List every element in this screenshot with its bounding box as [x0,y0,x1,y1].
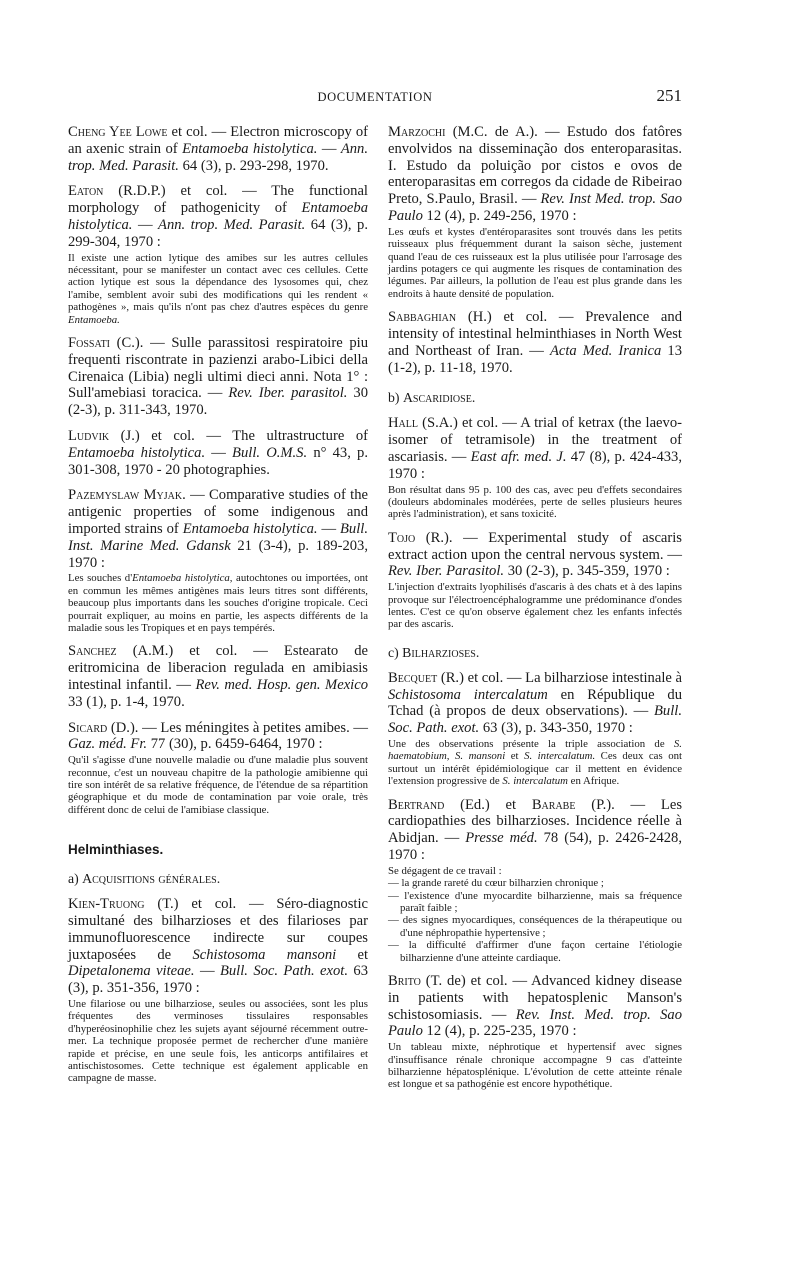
citation-details: 78 (54), p. 2426-2428, 1970 : [388,830,682,864]
reference-entry [68,720,368,817]
abstract: Bon résultat dans 95 p. 100 des cas, avec peu d'effets secondaires (douleurs abdominales modérées, perte de selles plusieurs heures après l'administration), et sans toxicité. [388,483,682,521]
citation-text: (R.). — Experimental study of ascaris extract action upon the central nervous system. — [388,529,682,563]
abstract-text: Les souches d' [68,572,133,585]
citation [388,309,682,376]
subsection-letter: c) [388,644,403,660]
page-number: 251 [656,86,682,105]
abstract-text: Il existe une action lytique des amibes sur les autres cellules nécessitant, pour se manifester un contact avec ces cellules. Cette action lytique est sous la dépendance des lysosomes qui, chez l'amibe, semblent avoir subi des modifications qui les rendent « pathogènes », mais qu'ils n'ont pas chez d'autres espèces du genre [68,251,368,314]
citation-text: (R.) et col. — La bilharziose intestinale à [437,669,682,686]
citation-details: n° 43, p. 301-308, 1970 - 20 photographies. [68,444,368,478]
citation-text: (S.A.) et col. — A trial of ketrax (the laevo-isomer of tetramisole) in the treatment of ascariasis. — [388,415,682,465]
author-name: Barabe [531,796,576,813]
author-name: Ludvik [68,428,110,444]
article-title: Entamoeba histolytica. [182,140,318,157]
author-name: Hall [388,415,418,432]
citation-details: 12 (4), p. 249-256, 1970 : [422,207,577,224]
journal-name: Bull. Soc. Path. exot. [219,963,348,980]
reference-entry [388,973,682,1091]
article-title: Entamoeba histolytica. [182,520,318,537]
journal-name: Rev. Iber. parasitol. [228,385,348,402]
left-column [68,124,368,1094]
citation-details: 63 (3), p. 343-350, 1970 : [479,720,633,737]
citation-details: 30 (2-3), p. 311-343, 1970. [68,385,368,419]
abstract [68,572,368,634]
citation-text: et [336,946,368,963]
abstract-text: autochtones ou importées, ont en commun les mêmes antigènes mais leurs titres sont différents, beaucoup plus importants dans les souches d'origine tropicale. Ceci pourrait expliquer, au moins en partie, les aspects différents de la maladie sous les Tropiques et en pays tempérés. [68,572,368,634]
reference-entry [388,530,682,631]
page-header [68,86,682,108]
author-name: Pazemyslaw Myjak [68,487,183,504]
journal-name: Ann. trop. Med. Parasit. [68,140,368,174]
abstract-italic: S. haematobium, S. mansoni [388,738,682,763]
citation [68,487,368,571]
list-item: — des signes myocardiques, conséquences de la thérapeutique ou d'une néphropathie hypertensive ; [388,914,682,939]
subsection-heading [68,871,368,887]
journal-name: Ann. trop. Med. Parasit. [158,216,306,233]
separator: — [194,963,220,980]
separator: — [317,140,341,157]
abstract-text: en Afrique. [567,775,620,788]
citation-text: (Ed.) et [444,796,532,813]
abstract: Les œufs et kystes d'entéroparasites sont trouvés dans les petits ruisseaux plus fréquemment durant la saison sèche, justement quand l'eau de ces ruisseaux est la plus utilisée pour l'arrosage des jardins potagers ce qui augmente les risques de contamination des légumes. Par ailleurs, la pollution de l'eau est plus grande dans les endroits à haute densité de population. [388,225,682,300]
journal-name: Presse méd. [465,830,538,847]
author-name: Cheng Yee Lowe [68,124,168,140]
citation [388,530,682,580]
journal-name: Rev. Inst. Med. trop. Sao Paulo [388,1006,682,1040]
citation [68,720,368,754]
separator: — [317,520,340,537]
journal-name: Acta Med. Iranica [549,342,662,359]
article-title: Dipetalonema viteae. [68,963,195,980]
separator: — [205,444,233,461]
citation-text: (J.) et col. — The ultrastructure of [109,428,368,444]
reference-entry [68,428,368,478]
abstract: Une filariose ou une bilharziose, seules ou associées, sont les plus fréquentes des verminoses tissulaires responsables d'hyperéosinophilie chez les sujets ayant séjourné récemment outre-mer. La technique proposée permet de rechercher d'une manière rapide et précise, en une seule fois, les anticorps antifilaires et antischistosomes. Cette technique est également applicable en campagne de masse. [68,998,368,1085]
author-name: Sicard [68,719,108,736]
subsection-label: Ascaridiose. [402,390,476,406]
citation [388,415,682,482]
citation [68,428,368,478]
abstract-text: Une des observations présente la triple association de [388,738,674,751]
citation-text: (H.) et col. — Prevalence and intensity of intestinal helminthiases in North West and Northeast of Iran. — [388,309,682,359]
citation [68,183,368,250]
citation [388,797,682,864]
citation-text: et col. — Electron microscopy of an axenic strain of [68,124,368,157]
article-title: Schistosoma mansoni [192,946,337,963]
section-heading: Helminthiases. [68,842,164,858]
author-name: Bertrand [388,796,445,813]
citation-text: (A.M.) et col. — Estearato de eritromicina de liberacion regulada en amibiasis intestinal infantil. — [68,643,368,693]
abstract-text: et [505,750,525,763]
list-item: — l'existence d'une myocardite bilharzienne, mais sa fréquence paraît faible ; [388,889,682,915]
citation-text: (M.C. de A.). — Estudo dos fatôres envolvidos na disseminação dos enteroparasitas. I. Estudo da poluição por cistos e ovos de enteroparasitas em corregos da cidade de Ribeirao Preto, S.Paulo, Brasil. — [388,124,682,208]
journal-name: Rev. Iber. Parasitol. [388,563,505,580]
citation-text: (P.). — Les cardiopathies des bilharzioses. Incidence réelle à Abidjan. — [388,796,682,847]
author-name: Kien-Truong [68,896,145,913]
author-name: Sanchez [68,643,117,660]
citation-text: en République du Tchad (à propos de deux observations). — [388,686,682,720]
journal-name: Rev. Inst Med. trop. Sao Paulo [388,191,682,224]
citation-text: (R.D.P.) et col. — The functional morphology of pathogenicity of [68,183,368,217]
journal-name: East afr. med. J. [470,449,567,465]
abstract: Un tableau mixte, néphrotique et hypertensif avec signes d'insuffisance rénale chronique accompagne 9 cas d'atteinte bilharzienne hépatosplénique. L'évolution de cette atteinte rénale est longue et sa pathogénie est encore hypothétique. [388,1041,682,1091]
abstract-list [388,877,682,964]
reference-entry [68,643,368,710]
reference-entry [68,896,368,1085]
citation-details: 13 (1-2), p. 11-18, 1970. [388,342,682,376]
citation [388,670,682,737]
separator: — [132,216,159,233]
citation-text: (T. de) et col. — Advanced kidney disease in patients with hepatosplenic Manson's schistosomiasis. — [388,973,682,1023]
citation-details: 30 (2-3), p. 345-359, 1970 : [504,563,670,580]
journal-name: Gaz. méd. Fr. [68,736,148,753]
abstract: Qu'il s'agisse d'une nouvelle maladie ou d'une maladie plus souvent reconnue, c'est un nouveau chapitre de la pathologie amibienne qui tire son intérêt de sa relative fréquence, de l'étendue de sa répartition géographique et du mode de contamination par voie orale, très différent donc de celui de l'amibiase classique. [68,754,368,816]
journal-name: Bull. Inst. Marine Med. Gdansk [68,520,368,554]
subsection-label: Acquisitions générales. [82,871,221,887]
reference-entry [388,309,682,376]
author-name: Tojo [388,529,416,546]
citation [388,124,682,225]
author-name: Brito [388,973,421,990]
journal-name: Rev. med. Hosp. gen. Mexico [195,677,368,693]
citation [68,643,368,710]
article-title: Entamoeba histolytica. [68,200,368,233]
citation-text: . — Comparative studies of the antigenic properties of some indigenous and imported strains of [68,487,368,537]
citation-details: 33 (1), p. 1-4, 1970. [68,693,185,710]
citation-details: 47 (8), p. 424-433, 1970 : [388,449,682,482]
author-name: Fossati [68,335,111,352]
citation-text: (C.). — Sulle parassitosi respiratoire piu frequenti riscontrate in pazienzi arabo-Libici della Cirenaica (Libia) negli ultimi dieci anni. Nota 1° : Sull'amebiasi toracica. — [68,335,368,402]
abstract-text: Ces deux cas ont surtout un intérêt épidémiologique car il mettent en évidence l'extension progressive de [388,750,682,788]
citation-text: (T.) et col. — Séro-diagnostic simultané des bilharzioses et des filarioses par immunofluorescence indirecte sur coupes juxtaposées de [68,896,368,963]
abstract [68,252,368,326]
citation-details: 21 (3-4), p. 189-203, 1970 : [68,537,368,571]
author-name: Becquet [388,669,438,686]
subsection-heading [388,645,682,661]
list-item: — la difficulté d'affirmer d'une façon certaine l'étiologie bilharzienne d'une atteinte cardiaque. [388,939,682,964]
reference-entry [68,335,368,419]
citation [68,896,368,997]
reference-entry [68,487,368,634]
citation [68,335,368,419]
reference-entry [388,415,682,520]
subsection-label: Bilharzioses. [402,644,480,660]
running-title: DOCUMENTATION [317,90,433,104]
author-name: Eaton [68,183,104,200]
abstract: L'injection d'extraits lyophilisés d'ascaris à des chats et à des lapins provoque sur l'électroencéphalogramme une prédominance d'ondes lentes. C'est ce qu'on observe également chez les enfants infectés par des ascaris. [388,581,682,631]
citation-details: 64 (3), p. 299-304, 1970 : [68,216,368,250]
subsection-letter: b) [388,390,403,406]
author-name: Marzochi [388,124,446,140]
citation-details: 64 (3), p. 293-298, 1970. [178,157,329,174]
journal-name: Bull. Soc. Path. exot. [388,703,682,737]
citation-text: (D.). — Les méningites à petites amibes. — [107,719,368,736]
article-title: Entamoeba histolytica. [68,444,206,461]
reference-entry [68,183,368,326]
abstract-italic: S. intercalatum. [524,750,596,763]
abstract [388,738,682,788]
citation-details: 63 (3), p. 351-356, 1970 : [68,963,368,997]
journal-name: Bull. O.M.S. [232,444,308,461]
reference-entry [388,797,682,964]
list-item: — la grande rareté du cœur bilharzien chronique ; [388,877,604,890]
article-title: Schistosoma intercalatum [388,686,548,703]
author-name: Sabbaghian [388,309,457,326]
abstract-italic: Entamoeba histolytica, [132,572,233,585]
right-column [388,124,682,1100]
reference-entry [388,124,682,300]
citation-details: 12 (4), p. 225-235, 1970 : [422,1023,577,1040]
reference-entry [388,670,682,788]
subsection-letter: a) [68,871,83,887]
reference-entry [68,124,368,174]
citation [68,124,368,174]
citation [388,973,682,1040]
citation-details: 77 (30), p. 6459-6464, 1970 : [147,736,323,753]
abstract-italic: Entamoeba. [68,313,120,326]
subsection-heading [388,390,682,406]
abstract-italic: S. intercalatum [502,775,568,788]
abstract-intro: Se dégagent de ce travail : [388,864,502,877]
